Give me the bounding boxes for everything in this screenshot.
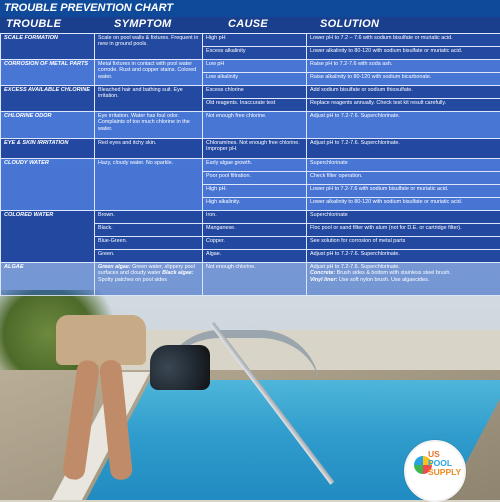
table-row [1, 159, 500, 172]
solution-text-concrete: Brush sides & bottom with stainless steel brush. [337, 270, 451, 276]
trouble-chart-table [0, 33, 500, 296]
table-row [1, 86, 500, 99]
solution-cell: Floc pool or sand filter with alum (not for D.E. or cartridge filter). [307, 224, 500, 237]
symptom-label-green-algae: Green algae: [98, 264, 131, 270]
column-headers [0, 17, 500, 33]
symptom-text-black-algae: Spotty patches on pool sides [98, 277, 167, 283]
cause-cell: Algae. [203, 250, 307, 263]
person-shorts [56, 315, 146, 365]
symptom-cell: Eye irritation. Water has foul odor. Complaints of too much chlorine in the water. [95, 112, 203, 139]
table-row [1, 263, 500, 296]
header-solution: SOLUTION [320, 18, 379, 30]
cause-cell: Early algae growth. [203, 159, 307, 172]
header-symptom: SYMPTOM [114, 18, 172, 30]
solution-cell: Replace reagents annually. Check test kit result carefully. [307, 99, 500, 112]
trouble-cell: EXCESS AVAILABLE CHLORINE [1, 86, 95, 112]
trouble-cell: EYE & SKIN IRRITATION [1, 139, 95, 159]
table-row [1, 139, 500, 159]
symptom-cell: Bleached hair and bathing suit. Eye irritation. [95, 86, 203, 112]
solution-cell: See solution for corrosion of metal parts [307, 237, 500, 250]
solution-cell: Raise alkalinity to 80-120 with sodium bicarbonate. [307, 73, 500, 86]
cause-cell: Not enough free chlorine. [203, 112, 307, 139]
solution-cell: Add sodium bisulfate or sodium thiosulfate. [307, 86, 500, 99]
cause-cell: Low alkalinity [203, 73, 307, 86]
symptom-cell: Scale on pool walls & fixtures. Frequent in new in ground pools. [95, 34, 203, 60]
solution-cell: Lower alkalinity to 80-120 with sodium bisulfate or muriatic acid. [307, 47, 500, 60]
cause-cell: High pH. [203, 185, 307, 198]
symptom-cell: Red eyes and itchy skin. [95, 139, 203, 159]
solution-cell: Adjust pH to 7.2-7.6. Superchlorinate. [307, 139, 500, 159]
symptom-text-green-algae: Green water, slippery pool surfaces and cloudy water [98, 264, 195, 276]
cause-cell: Low pH [203, 60, 307, 73]
trouble-cell: CHLORINE ODOR [1, 112, 95, 139]
solution-cell [307, 263, 500, 296]
cause-cell: Old reagents. Inaccurate test [203, 99, 307, 112]
cause-cell: Poor pool filtration. [203, 172, 307, 185]
trouble-cell: COLORED WATER [1, 211, 95, 263]
trouble-cell: CLOUDY WATER [1, 159, 95, 211]
symptom-cell: Hazy, cloudy water. No sparkle. [95, 159, 203, 211]
trouble-cell: SCALE FORMATION [1, 34, 95, 60]
table-row [1, 60, 500, 73]
solution-cell: Superchlorinate [307, 211, 500, 224]
solution-cell: Superchlorinate [307, 159, 500, 172]
cause-cell: Manganese. [203, 224, 307, 237]
us-pool-supply-logo [404, 440, 466, 502]
solution-line [310, 277, 497, 283]
symptom-cell [95, 263, 203, 296]
solution-cell: Raise pH to 7.2-7.6 with soda ash. [307, 60, 500, 73]
logo-text [428, 450, 462, 477]
table-row [1, 112, 500, 139]
symptom-cell: Green. [95, 250, 203, 263]
symptom-cell: Brown. [95, 211, 203, 224]
cause-cell: Iron. [203, 211, 307, 224]
cause-cell: High alkalinity. [203, 198, 307, 211]
solution-cell: Adjust pH to 7.2-7.6. Superchlorinate. [307, 112, 500, 139]
cause-cell: Excess alkalinity [203, 47, 307, 60]
header-cause: CAUSE [228, 18, 268, 30]
header-trouble: TROUBLE [6, 18, 61, 30]
solution-cell: Lower pH to 7.2-7.6 with sodium bisulfate or muriatic acid. [307, 185, 500, 198]
pool-pump [150, 345, 210, 390]
logo-line-supply: SUPPLY [428, 468, 462, 477]
table-row [1, 211, 500, 224]
table-row [1, 34, 500, 47]
cause-cell: Chloramines. Not enough free chlorine. Improper pH. [203, 139, 307, 159]
symptom-cell: Blue-Green. [95, 237, 203, 250]
trouble-cell: ALGAE [1, 263, 95, 296]
solution-cell: Check filter operation. [307, 172, 500, 185]
chart-title: TROUBLE PREVENTION CHART [0, 0, 500, 17]
solution-label-vinyl-liner: Vinyl liner: [310, 277, 337, 283]
cause-cell: High pH [203, 34, 307, 47]
solution-cell: Lower alkalinity to 80-120 with sodium bisulfate or muriatic acid. [307, 198, 500, 211]
cause-cell: Excess chlorine [203, 86, 307, 99]
solution-label-concrete: Concrete: [310, 270, 335, 276]
solution-text-vinyl-liner: Use soft nylon brush. Use algaecides. [339, 277, 430, 283]
solution-line: Adjust pH to 7.2-7.6. Superchlorinate. [310, 264, 497, 270]
symptom-cell: Metal fixtures in contact with pool water corrode. Rust and copper stains. Colored water. [95, 60, 203, 86]
solution-cell: Lower pH to 7.2 – 7.6 with sodium bisulfate or muriatic acid. [307, 34, 500, 47]
trouble-cell: CORROSION OF METAL PARTS [1, 60, 95, 86]
logo-line-pool: POOL [428, 459, 462, 468]
symptom-label-black-algae: Black algae: [162, 270, 193, 276]
symptom-cell: Black. [95, 224, 203, 237]
cause-cell: Not enough chlorine. [203, 263, 307, 296]
cause-cell: Copper. [203, 237, 307, 250]
logo-line-us: US [428, 450, 462, 459]
solution-cell: Adjust pH to 7.2-7.6. Superchlorinate. [307, 250, 500, 263]
